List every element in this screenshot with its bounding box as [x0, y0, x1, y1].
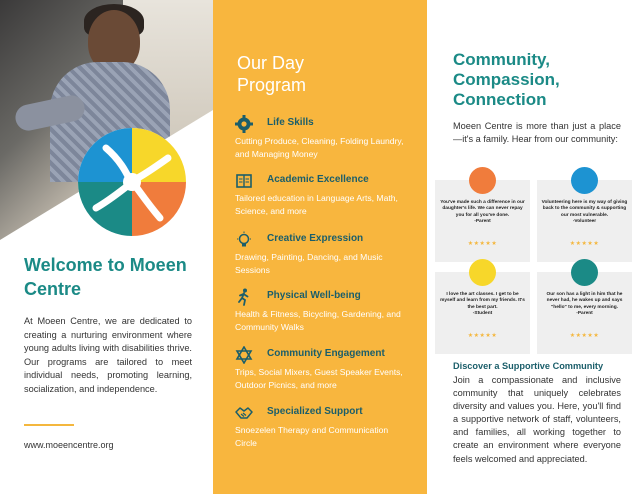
testimonial-quote: I love the art classes. I get to be myself and learn from my friends. It's the best part. -Student	[440, 292, 525, 317]
rating-stars: ★★★★★	[467, 241, 498, 247]
avatar	[571, 259, 598, 286]
testimonial-quote: Our son has a light in him that he never had, he wakes up and says "hello" to me, every morning. -Parent	[546, 292, 623, 317]
day-program-panel	[213, 0, 427, 494]
testimonial-quote: Volunteering here is my way of giving back to the community & supporting our most vulnerable. -Volunteer	[541, 200, 628, 225]
rating-stars: ★★★★★	[467, 333, 498, 339]
moeen-centre-logo	[76, 126, 188, 238]
testimonial-author: -Student	[472, 311, 493, 317]
community-intro: Moeen Centre is more than just a place—it's a family. Hear from our community:	[453, 121, 621, 144]
rating-stars: ★★★★★	[569, 241, 600, 247]
star-of-david-icon	[235, 346, 253, 364]
program-description: Snoezelen Therapy and Communication Circle	[235, 425, 389, 448]
running-person-icon	[235, 288, 253, 306]
website-link[interactable]: www.moeencentre.org	[24, 440, 114, 450]
avatar	[469, 259, 496, 286]
program-description: Health & Fitness, Bicycling, Gardening, and Community Walks	[235, 309, 401, 332]
rating-stars: ★★★★★	[569, 333, 600, 339]
left-panel	[0, 0, 213, 494]
testimonial-author: -Volunteer	[572, 219, 597, 225]
program-description: Cutting Produce, Cleaning, Folding Laundry, and Managing Money	[235, 136, 404, 159]
community-panel	[427, 0, 640, 494]
discover-body: Join a compassionate and inclusive community that uniquely celebrates diversity and values you. Here, you'll find a supportive network of staff, volunteers, and families, all working together to create an environment where everyone feels welcomed and appreciated.	[453, 375, 621, 464]
testimonial-author: -Parent	[474, 219, 491, 225]
avatar	[571, 167, 598, 194]
program-name: Community Engagement	[267, 348, 385, 359]
program-name: Specialized Support	[267, 406, 363, 417]
program-name: Academic Excellence	[267, 174, 369, 185]
day-program-title: Our Day Program	[237, 53, 307, 95]
testimonial-author: -Parent	[576, 311, 593, 317]
divider	[24, 424, 74, 426]
program-name: Life Skills	[267, 117, 314, 128]
program-description: Tailored education in Language Arts, Math, Science, and more	[235, 193, 398, 216]
community-title: Community, Compassion, Connection	[453, 50, 560, 109]
program-description: Trips, Social Mixers, Guest Speaker Events, Outdoor Picnics, and more	[235, 367, 403, 390]
lightbulb-icon	[235, 231, 253, 249]
intro-paragraph: At Moeen Centre, we are dedicated to creating a nurturing environment where young adults living with disabilities thrive. Our programs are tailored to meet individual needs, promoting learning, socialization, and independence.	[24, 316, 192, 394]
gear-icon	[235, 115, 253, 133]
diagonal-white-shape	[0, 0, 213, 494]
testimonial-card	[537, 272, 632, 354]
program-name: Creative Expression	[267, 233, 364, 244]
welcome-title: Welcome to Moeen Centre	[24, 255, 187, 299]
program-description: Drawing, Painting, Dancing, and Music Sessions	[235, 252, 383, 275]
discover-title: Discover a Supportive Community	[453, 361, 604, 371]
handshake-icon	[235, 404, 253, 422]
testimonial-card	[537, 180, 632, 262]
avatar	[469, 167, 496, 194]
program-name: Physical Well-being	[267, 290, 361, 301]
testimonial-quote: You've made such a difference in our daughter's life. We can never repay you for all you've done. -Parent	[440, 200, 525, 225]
book-icon	[235, 172, 253, 190]
testimonial-card	[435, 180, 530, 262]
testimonial-card	[435, 272, 530, 354]
